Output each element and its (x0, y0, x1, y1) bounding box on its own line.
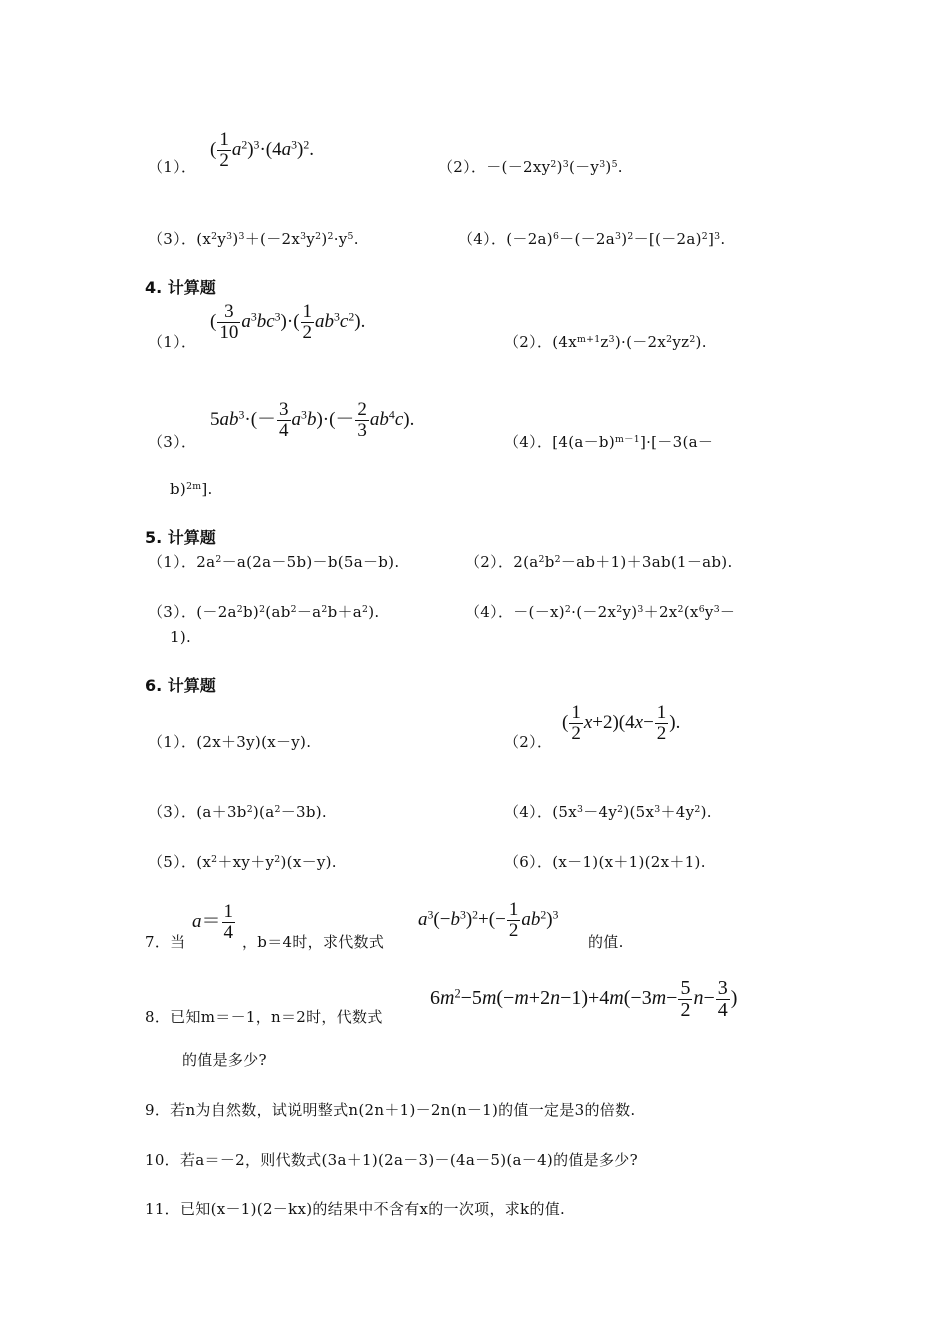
q5-part2: （2）．$2(a^2b^2-ab+1)+3ab(1-ab)$. (465, 553, 733, 571)
q6-part3: （3）．$(a+3b^2)(a^2-3b)$. (148, 803, 327, 821)
q8-suffix: 的值是多少? (182, 1051, 267, 1069)
q3-part1-expression: ( $\frac{1}{2}$ $a^2)^3\cdot(4a^3)^2$. (210, 129, 314, 171)
q7-condition: a＝ $\frac{1}{4}$ (192, 901, 234, 943)
q7-suffix: 的值. (588, 933, 624, 951)
q5-part4-line1: （4）．$-(-x)^2\cdot(-2x^2y)^3+2x^2(x^6y^3-$ (465, 603, 736, 621)
q4-heading: 4. 计算题 (145, 278, 216, 297)
q5-part4-line2: 1). (170, 628, 192, 646)
q4-part3-expression: $5ab^3\cdot(-$ $\frac{3}{4}$ $a^3b)\cdot(-$ $\frac{2}{3}$ $ab^4c$). (210, 399, 415, 441)
q8-expression: $6m^2-5m(-m+2n-1)+4m(-3m-$ $\frac{5}{2}$ n− $\frac{3}{4}$ ) (430, 977, 738, 1021)
q8-prefix: 8．已知m＝－1，n＝2时，代数式 (145, 1008, 383, 1026)
q3-part4: （4）．$(-2a)^6-(-2a^3)^2-[(-2a)^2]^3$. (458, 230, 726, 248)
q6-part1: （1）．(2x＋3y)(x－y). (148, 733, 312, 751)
q5-part3: （3）．$(-2a^2b)^2(ab^2-a^2b+a^2)$. (148, 603, 380, 621)
q6-part2-label: （2）． (504, 733, 553, 751)
q4-part1-expression: ( $\frac{3}{10}$ $a^3bc^3)\cdot$( $\frac{1}{2}$ $ab^3c^2$). (210, 301, 366, 343)
q11-text: 11．已知(x－1)(2－kx)的结果中不含有x的一次项，求k的值. (145, 1200, 566, 1218)
q4-part4-line1: （4）．$[4(a-b)^{m-1}]\cdot[-3(a-$ (504, 433, 714, 451)
q3-part2: （2）．$-(-2xy^2)^3(-y^3)^5$. (438, 158, 623, 176)
q4-part4-line2: b)$^{2m}$]. (170, 480, 213, 498)
q10-text: 10．若a＝－2，则代数式(3a＋1)(2a－3)－(4a－5)(a－4)的值是多少? (145, 1151, 638, 1169)
q6-heading: 6. 计算题 (145, 676, 216, 695)
q6-part6: （6）．(x－1)(x＋1)(2x＋1). (504, 853, 706, 871)
q4-part1-label: （1）． (148, 333, 197, 351)
q7-prefix: 7．当 (145, 933, 186, 951)
q3-part3: （3）．$(x^2y^3)^3+(-2x^3y^2)^2\cdot y^5$. (148, 230, 359, 248)
q6-part2-expression: ( $\frac{1}{2}$ x+2)(4x− $\frac{1}{2}$ ). (562, 702, 681, 744)
q5-heading: 5. 计算题 (145, 528, 216, 547)
q6-part5: （5）．$(x^2+xy+y^2)(x-y)$. (148, 853, 337, 871)
q3-part1-label: （1）． (148, 158, 197, 176)
q7-expression: $a^3(-b^3)^2+(-$ $\frac{1}{2}$ $ab^2)^3$ (418, 899, 559, 941)
q6-part4: （4）．$(5x^3-4y^2)(5x^3+4y^2)$. (504, 803, 712, 821)
q9-text: 9．若n为自然数，试说明整式n(2n＋1)－2n(n－1)的值一定是3的倍数. (145, 1101, 636, 1119)
q5-part1: （1）．$2a^2-a(2a-5b)-b(5a-b)$. (148, 553, 400, 571)
q4-part3-label: （3）． (148, 433, 197, 451)
q7-middle: ，b＝4时，求代数式 (242, 933, 385, 951)
q4-part2: （2）．$(4x^{m+1}z^3)\cdot(-2x^2yz^2)$. (504, 333, 707, 351)
